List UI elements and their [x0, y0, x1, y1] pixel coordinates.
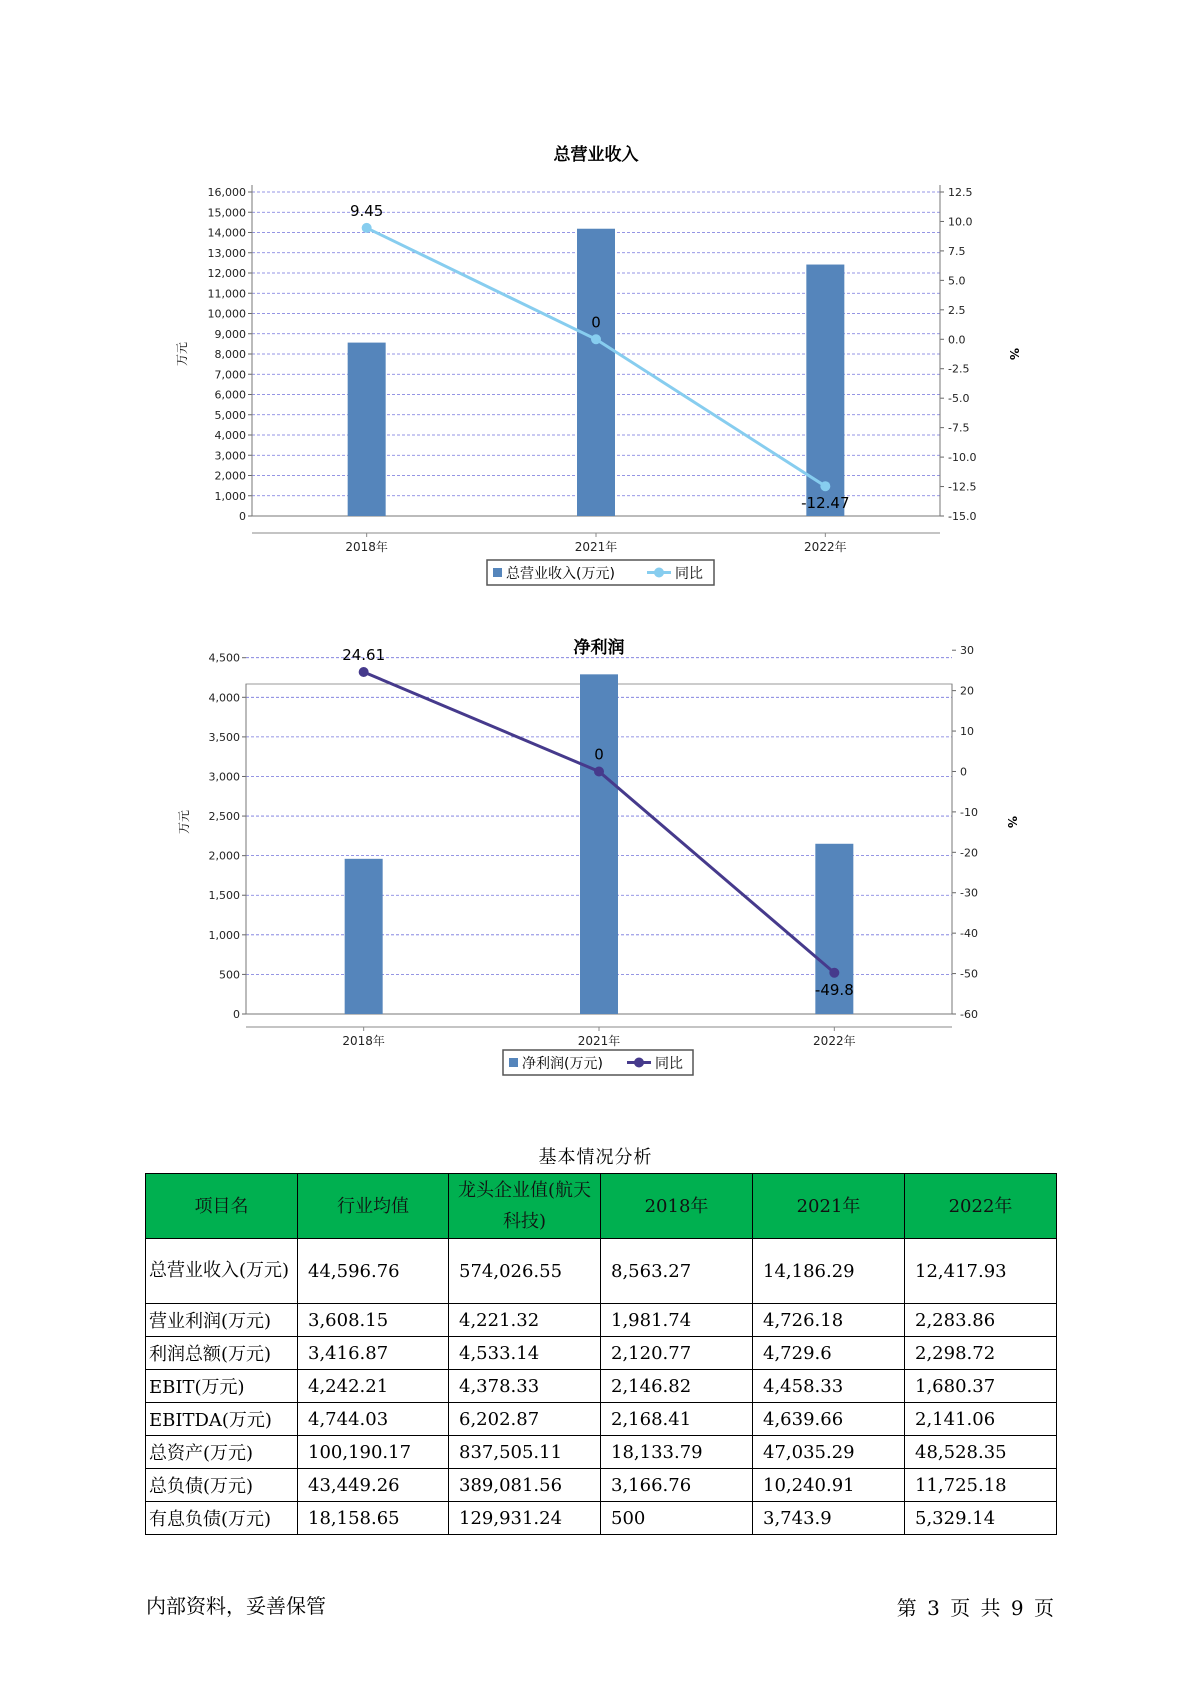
yoy-point [820, 481, 830, 491]
header-2022: 2022年 [905, 1174, 1057, 1239]
y2-tick-label: -40 [960, 927, 978, 941]
table-cell: 574,026.55 [449, 1239, 601, 1304]
table-header-row [146, 1174, 1057, 1239]
table-cell: 2,283.86 [905, 1304, 1057, 1337]
y2-axis-title: % [1005, 815, 1019, 829]
y-tick-label: 3,000 [208, 770, 240, 784]
table-cell: 12,417.93 [905, 1239, 1057, 1304]
legend-line-marker [654, 568, 664, 578]
row-label: 有息负债(万元) [146, 1502, 298, 1535]
y2-tick-label: 12.5 [948, 186, 973, 199]
data-label: 0 [594, 745, 604, 764]
y-tick-label: 500 [219, 968, 240, 982]
y-tick-label: 2,000 [208, 849, 240, 863]
y2-tick-label: 10 [960, 725, 974, 739]
y-tick-label: 2,000 [214, 469, 246, 483]
table-cell: 4,744.03 [298, 1403, 449, 1436]
header-2021: 2021年 [753, 1174, 905, 1239]
table-row [146, 1304, 1057, 1337]
table-row [146, 1502, 1057, 1535]
legend-bar-label: 总营业收入(万元) [506, 566, 615, 582]
yoy-point [594, 766, 604, 776]
data-label: -12.47 [801, 494, 850, 513]
table-cell: 47,035.29 [753, 1436, 905, 1469]
y-tick-label: 0 [233, 1008, 240, 1021]
x-tick-label: 2021年 [574, 540, 618, 554]
y2-tick-label: -10 [960, 805, 978, 819]
row-label: 总负债(万元) [146, 1469, 298, 1502]
y2-tick-label: -20 [960, 846, 978, 860]
y2-tick-label: 2.5 [948, 303, 966, 317]
y2-tick-label: -2.5 [948, 362, 970, 376]
data-label: 0 [591, 313, 601, 332]
yoy-point [362, 223, 372, 233]
y-tick-label: 2,500 [208, 810, 240, 824]
table-cell: 48,528.35 [905, 1436, 1057, 1469]
y2-tick-label: -60 [960, 1008, 978, 1021]
y2-tick-label: 20 [960, 684, 974, 698]
y-tick-label: 15,000 [207, 206, 246, 220]
header-industry-avg: 行业均值 [298, 1174, 449, 1239]
table-cell: 2,141.06 [905, 1403, 1057, 1436]
table-cell: 2,146.82 [601, 1370, 753, 1403]
y2-tick-label: -5.0 [948, 392, 970, 406]
y2-axis-title: % [1007, 347, 1021, 361]
y-tick-label: 10,000 [207, 307, 246, 321]
chart-title: 总营业收入 [553, 145, 639, 165]
y2-tick-label: -10.0 [948, 451, 977, 465]
legend-bar-label: 净利润(万元) [522, 1056, 603, 1072]
table-cell: 4,378.33 [449, 1370, 601, 1403]
y2-tick-label: 7.5 [948, 244, 966, 258]
y-tick-label: 14,000 [207, 226, 246, 240]
bar-2018年 [345, 859, 383, 1014]
table-cell: 3,608.15 [298, 1304, 449, 1337]
table-cell: 4,458.33 [753, 1370, 905, 1403]
y-tick-label: 5,000 [214, 408, 246, 422]
y-tick-label: 13,000 [207, 246, 246, 260]
data-label: 24.61 [342, 645, 386, 664]
table-cell: 3,166.76 [601, 1469, 753, 1502]
y2-tick-label: -7.5 [948, 421, 970, 435]
table-cell: 8,563.27 [601, 1239, 753, 1304]
y-tick-label: 1,000 [214, 489, 246, 503]
y2-tick-label: 5.0 [948, 274, 966, 288]
y-tick-label: 1,500 [208, 889, 240, 903]
y2-tick-label: -30 [960, 886, 978, 900]
bar-2018年 [348, 343, 386, 516]
table-row [146, 1403, 1057, 1436]
table-cell: 2,120.77 [601, 1337, 753, 1370]
header-item-name: 项目名 [146, 1174, 298, 1239]
footer-confidential-note: 内部资料，妥善保管 [146, 1594, 326, 1618]
row-label: EBIT(万元) [146, 1370, 298, 1403]
table-cell: 43,449.26 [298, 1469, 449, 1502]
bar-2021年 [577, 229, 615, 516]
table-cell: 4,242.21 [298, 1370, 449, 1403]
table-cell: 837,505.11 [449, 1436, 601, 1469]
table-cell: 44,596.76 [298, 1239, 449, 1304]
x-tick-label: 2018年 [345, 540, 388, 554]
y-tick-label: 11,000 [207, 287, 246, 301]
table-row [146, 1337, 1057, 1370]
y2-tick-label: -15.0 [948, 510, 977, 523]
row-label: 总营业收入(万元) [146, 1239, 298, 1304]
table-cell: 100,190.17 [298, 1436, 449, 1469]
y2-tick-label: 0 [960, 765, 967, 779]
table-row [146, 1239, 1057, 1304]
table-caption: 基本情况分析 [538, 1147, 653, 1168]
y-tick-label: 6,000 [214, 388, 246, 402]
table-row [146, 1436, 1057, 1469]
legend-line-label: 同比 [655, 1056, 683, 1072]
table-cell: 1,680.37 [905, 1370, 1057, 1403]
table-cell: 389,081.56 [449, 1469, 601, 1502]
table-cell: 4,729.6 [753, 1337, 905, 1370]
table-cell: 129,931.24 [449, 1502, 601, 1535]
table-row [146, 1469, 1057, 1502]
table-cell: 500 [601, 1502, 753, 1535]
table-cell: 5,329.14 [905, 1502, 1057, 1535]
y2-tick-label: 30 [960, 644, 974, 658]
y-tick-label: 12,000 [207, 267, 246, 280]
table-cell: 3,743.9 [753, 1502, 905, 1535]
yoy-point [359, 667, 369, 677]
x-tick-label: 2018年 [342, 1034, 385, 1048]
y-tick-label: 1,000 [208, 928, 240, 942]
y2-tick-label: 10.0 [948, 215, 973, 229]
row-label: 总资产(万元) [146, 1436, 298, 1469]
table-cell: 14,186.29 [753, 1239, 905, 1304]
row-label: 利润总额(万元) [146, 1337, 298, 1370]
y-tick-label: 8,000 [214, 348, 246, 361]
y-tick-label: 7,000 [214, 368, 246, 382]
table-cell: 2,298.72 [905, 1337, 1057, 1370]
table-cell: 11,725.18 [905, 1469, 1057, 1502]
legend-line-label: 同比 [675, 566, 703, 582]
table-cell: 1,981.74 [601, 1304, 753, 1337]
y2-tick-label: -12.5 [948, 480, 977, 494]
table-cell: 3,416.87 [298, 1337, 449, 1370]
table-cell: 2,168.41 [601, 1403, 753, 1436]
footer-page-number: 第 3 页 共 9 页 [896, 1596, 1054, 1620]
y-tick-label: 4,500 [208, 651, 240, 665]
legend-bar-swatch [493, 568, 502, 577]
table-row [146, 1370, 1057, 1403]
y2-tick-label: -50 [960, 967, 978, 981]
y-tick-label: 3,000 [214, 449, 246, 463]
table-cell: 4,726.18 [753, 1304, 905, 1337]
table-cell: 4,221.32 [449, 1304, 601, 1337]
header-leader-value: 龙头企业值(航天科技) [449, 1174, 601, 1239]
row-label: EBITDA(万元) [146, 1403, 298, 1436]
table-cell: 4,639.66 [753, 1403, 905, 1436]
table-cell: 18,133.79 [601, 1436, 753, 1469]
y-axis-title: 万元 [177, 809, 191, 835]
data-label: -49.8 [814, 980, 854, 999]
y-axis-title: 万元 [175, 341, 189, 367]
table-cell: 18,158.65 [298, 1502, 449, 1535]
table-cell: 4,533.14 [449, 1337, 601, 1370]
header-2018: 2018年 [601, 1174, 753, 1239]
yoy-point [591, 334, 601, 344]
x-tick-label: 2021年 [577, 1034, 621, 1048]
y-tick-label: 0 [239, 510, 246, 523]
table-cell: 6,202.87 [449, 1403, 601, 1436]
y-tick-label: 4,000 [214, 429, 246, 442]
x-tick-label: 2022年 [804, 540, 847, 554]
net-profit-chart [0, 630, 1191, 1100]
data-label: 9.45 [349, 201, 384, 220]
y-tick-label: 3,500 [208, 730, 240, 744]
y-tick-label: 16,000 [207, 186, 246, 199]
legend-bar-swatch [509, 1058, 518, 1067]
y-tick-label: 4,000 [208, 691, 240, 705]
basic-analysis-table [145, 1173, 1057, 1535]
revenue-chart [0, 130, 1191, 600]
yoy-point [829, 968, 839, 978]
legend-line-marker [634, 1058, 644, 1068]
net-profit-chart-svg [0, 630, 1191, 1100]
y2-tick-label: 0.0 [948, 333, 966, 347]
bar-2021年 [580, 674, 618, 1014]
revenue-chart-svg [0, 130, 1191, 600]
row-label: 营业利润(万元) [146, 1304, 298, 1337]
table-cell: 10,240.91 [753, 1469, 905, 1502]
x-tick-label: 2022年 [813, 1034, 856, 1048]
chart-title: 净利润 [573, 638, 625, 658]
y-tick-label: 9,000 [214, 327, 246, 341]
